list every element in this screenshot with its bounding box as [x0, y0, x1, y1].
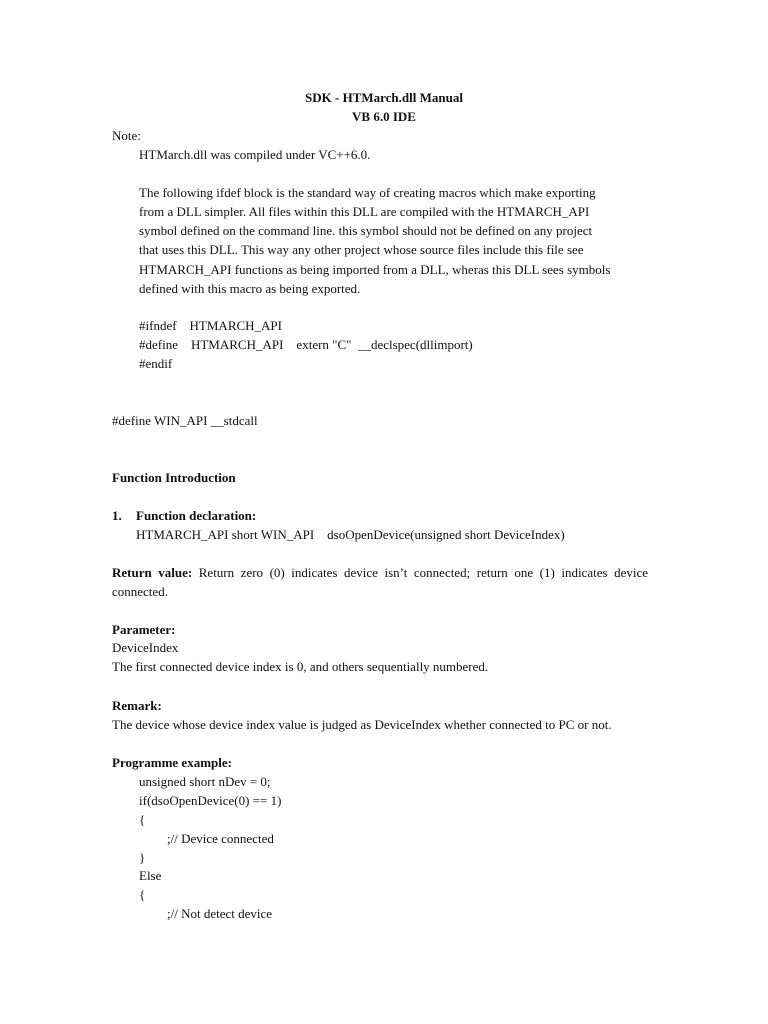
- code-line-endif: #endif: [139, 356, 173, 371]
- remark-heading: Remark:: [112, 698, 162, 713]
- parameter-heading: Parameter:: [112, 622, 176, 637]
- parameter-name: DeviceIndex: [112, 640, 179, 655]
- example-code-line: ;// Not detect device: [167, 906, 273, 921]
- example-code-line: unsigned short nDev = 0;: [139, 774, 271, 789]
- function-introduction-heading: Function Introduction: [112, 470, 236, 485]
- document-subtitle: VB 6.0 IDE: [352, 109, 416, 124]
- note-paragraph-line: symbol defined on the command line. this symbol should not be defined on any project: [139, 223, 593, 238]
- code-line-define: #define HTMARCH_API extern "C" __declspec(dllimport): [139, 337, 473, 352]
- return-value-label: Return value:: [112, 565, 193, 580]
- remark-text: The device whose device index value is judged as DeviceIndex whether connected to PC or not.: [112, 717, 612, 732]
- note-paragraph-line: from a DLL simpler. All files within this DLL are compiled with the HTMARCH_API: [139, 204, 590, 219]
- programme-example-heading: Programme example:: [112, 755, 232, 770]
- example-code-line: {: [139, 812, 146, 827]
- function-declaration-heading: Function declaration:: [136, 508, 257, 523]
- define-win-api-line: #define WIN_API __stdcall: [112, 413, 258, 428]
- document-title: SDK - HTMarch.dll Manual: [305, 90, 463, 105]
- note-paragraph-line: HTMARCH_API functions as being imported from a DLL, wheras this DLL sees symbols: [139, 262, 611, 277]
- function-declaration-code: HTMARCH_API short WIN_API dsoOpenDevice(unsigned short DeviceIndex): [136, 527, 565, 542]
- example-code-line: {: [139, 887, 146, 902]
- return-value-text: Return zero (0) indicates device isn’t connected; return one (1) indicates device: [198, 565, 648, 580]
- return-value-line: [112, 563, 648, 582]
- note-label: Note:: [112, 128, 141, 143]
- note-paragraph-line: that uses this DLL. This way any other project whose source files include this file see: [139, 242, 584, 257]
- code-line-ifndef: #ifndef HTMARCH_API: [139, 318, 282, 333]
- note-paragraph-line: defined with this macro as being exported.: [139, 281, 361, 296]
- parameter-description: The first connected device index is 0, and others sequentially numbered.: [112, 659, 489, 674]
- example-code-line: ;// Device connected: [167, 831, 274, 846]
- list-item-number: 1.: [112, 508, 122, 523]
- example-code-line: }: [139, 850, 146, 865]
- return-value-text-cont: connected.: [112, 584, 168, 599]
- example-code-line: if(dsoOpenDevice(0) == 1): [139, 793, 282, 808]
- note-compiled-line: HTMarch.dll was compiled under VC++6.0.: [139, 147, 371, 162]
- example-code-line: Else: [139, 868, 162, 883]
- note-paragraph-line: The following ifdef block is the standard way of creating macros which make exporting: [139, 185, 596, 200]
